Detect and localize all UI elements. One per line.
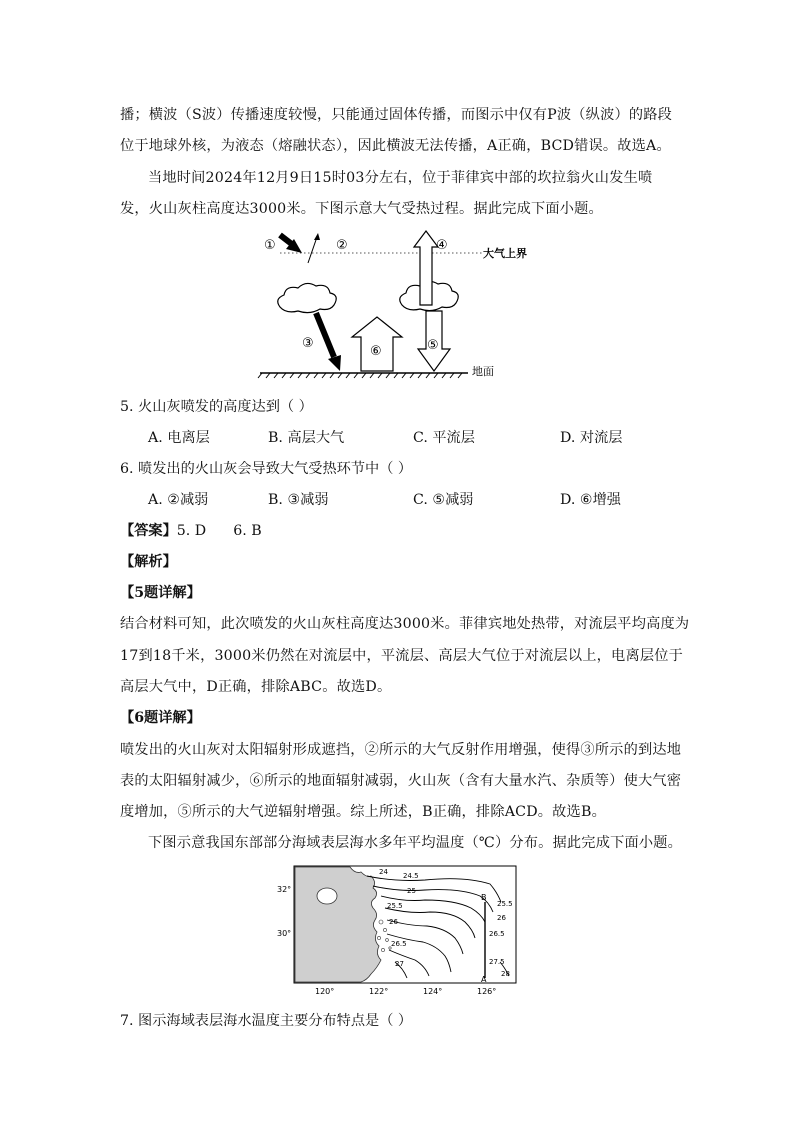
answer-label: 【答案】 [120,523,177,539]
iso-label-26-5: 26.5 [391,940,407,948]
land-mass [295,867,381,982]
iso-label-25-5: 25.5 [387,902,403,910]
d6-label: 【6题详解】 [120,710,201,726]
label-3: ③ [302,336,314,351]
iso-label-28: 28 [501,970,510,978]
answer-value: 5. D 6. B [176,523,262,539]
lon-126: 126° [477,987,497,996]
point-a: A [481,975,487,984]
label-4: ④ [436,238,448,253]
d6-line2: 表的太阳辐射减少，⑥所示的地面辐射减弱，火山灰（含有大量水汽、杂质等）使大气密 [120,773,682,789]
label-ground: 地面 [472,365,494,378]
intro1-line2: 发，火山灰柱高度达3000米。下图示意大气受热过程。据此完成下面小题。 [120,201,603,217]
iso-label-26-5-b: 26.5 [489,930,505,938]
q7-stem: 7. 图示海域表层海水温度主要分布特点是（ ） [120,1013,413,1029]
lon-122: 122° [369,987,389,996]
q5-stem: 5. 火山灰喷发的高度达到（ ） [120,399,313,415]
lake [317,888,337,904]
iso-label-26-b: 26 [497,914,506,922]
intro2-line1: 下图示意我国东部部分海域表层海水多年平均温度（℃）分布。据此完成下面小题。 [148,835,683,851]
iso-label-24: 24 [379,868,388,876]
q6-option-c: C. ⑤减弱 [413,492,474,508]
arrow-3-shaft [316,313,334,357]
lon-124: 124° [423,987,443,996]
q5-option-b: B. 高层大气 [268,430,345,446]
arrow-3-head [328,355,341,371]
intro1-line1: 当地时间2024年12月9日15时03分左右，位于菲律宾中部的坎拉翁火山发生喷 [148,170,653,186]
analysis-label: 【解析】 [120,554,177,570]
point-b: B [481,893,487,902]
atmosphere-heating-figure [250,225,550,380]
lat-30: 30° [277,929,292,938]
label-2: ② [336,238,348,253]
iso-label-27: 27 [395,960,404,968]
answer-line [120,520,262,540]
q6-option-d: D. ⑥增强 [560,492,621,508]
d5-line2: 17到18千米，3000米仍然在对流层中，平流层、高层大气位于对流层以上，电离层位于 [120,648,683,664]
iso-label-27-5: 27.5 [489,958,505,966]
d5-label: 【5题详解】 [120,585,201,601]
q6-option-a: A. ②减弱 [148,492,209,508]
d6-line1: 喷发出的火山灰对太阳辐射形成遮挡，②所示的大气反射作用增强，使得③所示的到达地 [120,742,682,758]
iso-label-26: 26 [389,918,398,926]
d5-line3: 高层大气中，D正确，排除ABC。故选D。 [120,679,392,695]
lat-32: 32° [277,885,292,894]
para1-line2: 位于地球外核，为液态（熔融状态），因此横波无法传播，A正确，BCD错误。故选A。 [120,138,671,154]
q5-option-a: A. 电离层 [148,430,210,446]
d6-line3: 度增加，⑤所示的大气逆辐射增强。综上所述，B正确，排除ACD。故选B。 [120,804,606,820]
q5-option-d: D. 对流层 [560,430,623,446]
label-atmosphere-top: 大气上界 [483,247,527,260]
d5-line1: 结合材料可知，此次喷发的火山灰柱高度达3000米。菲律宾地处热带，对流层平均高度为 [120,616,690,632]
label-5: ⑤ [427,338,439,353]
label-1: ① [264,238,276,253]
para1-line1: 播；横波（S波）传播速度较慢，只能通过固体传播，而图示中仅有P波（纵波）的路段 [120,107,673,123]
q5-option-c: C. 平流层 [413,430,475,446]
q6-option-b: B. ③减弱 [268,492,329,508]
lon-120: 120° [315,987,335,996]
arrow-2-shaft [308,237,317,263]
label-6: ⑥ [370,344,382,359]
cloud-left [278,283,337,312]
iso-label-25-5-b: 25.5 [497,900,513,908]
iso-label-25: 25 [407,887,416,895]
arrow-2-head [314,233,320,240]
iso-label-24-5: 24.5 [403,872,419,880]
q6-stem: 6. 喷发出的火山灰会导致大气受热环节中（ ） [120,461,413,477]
sst-map-figure [275,862,535,1002]
